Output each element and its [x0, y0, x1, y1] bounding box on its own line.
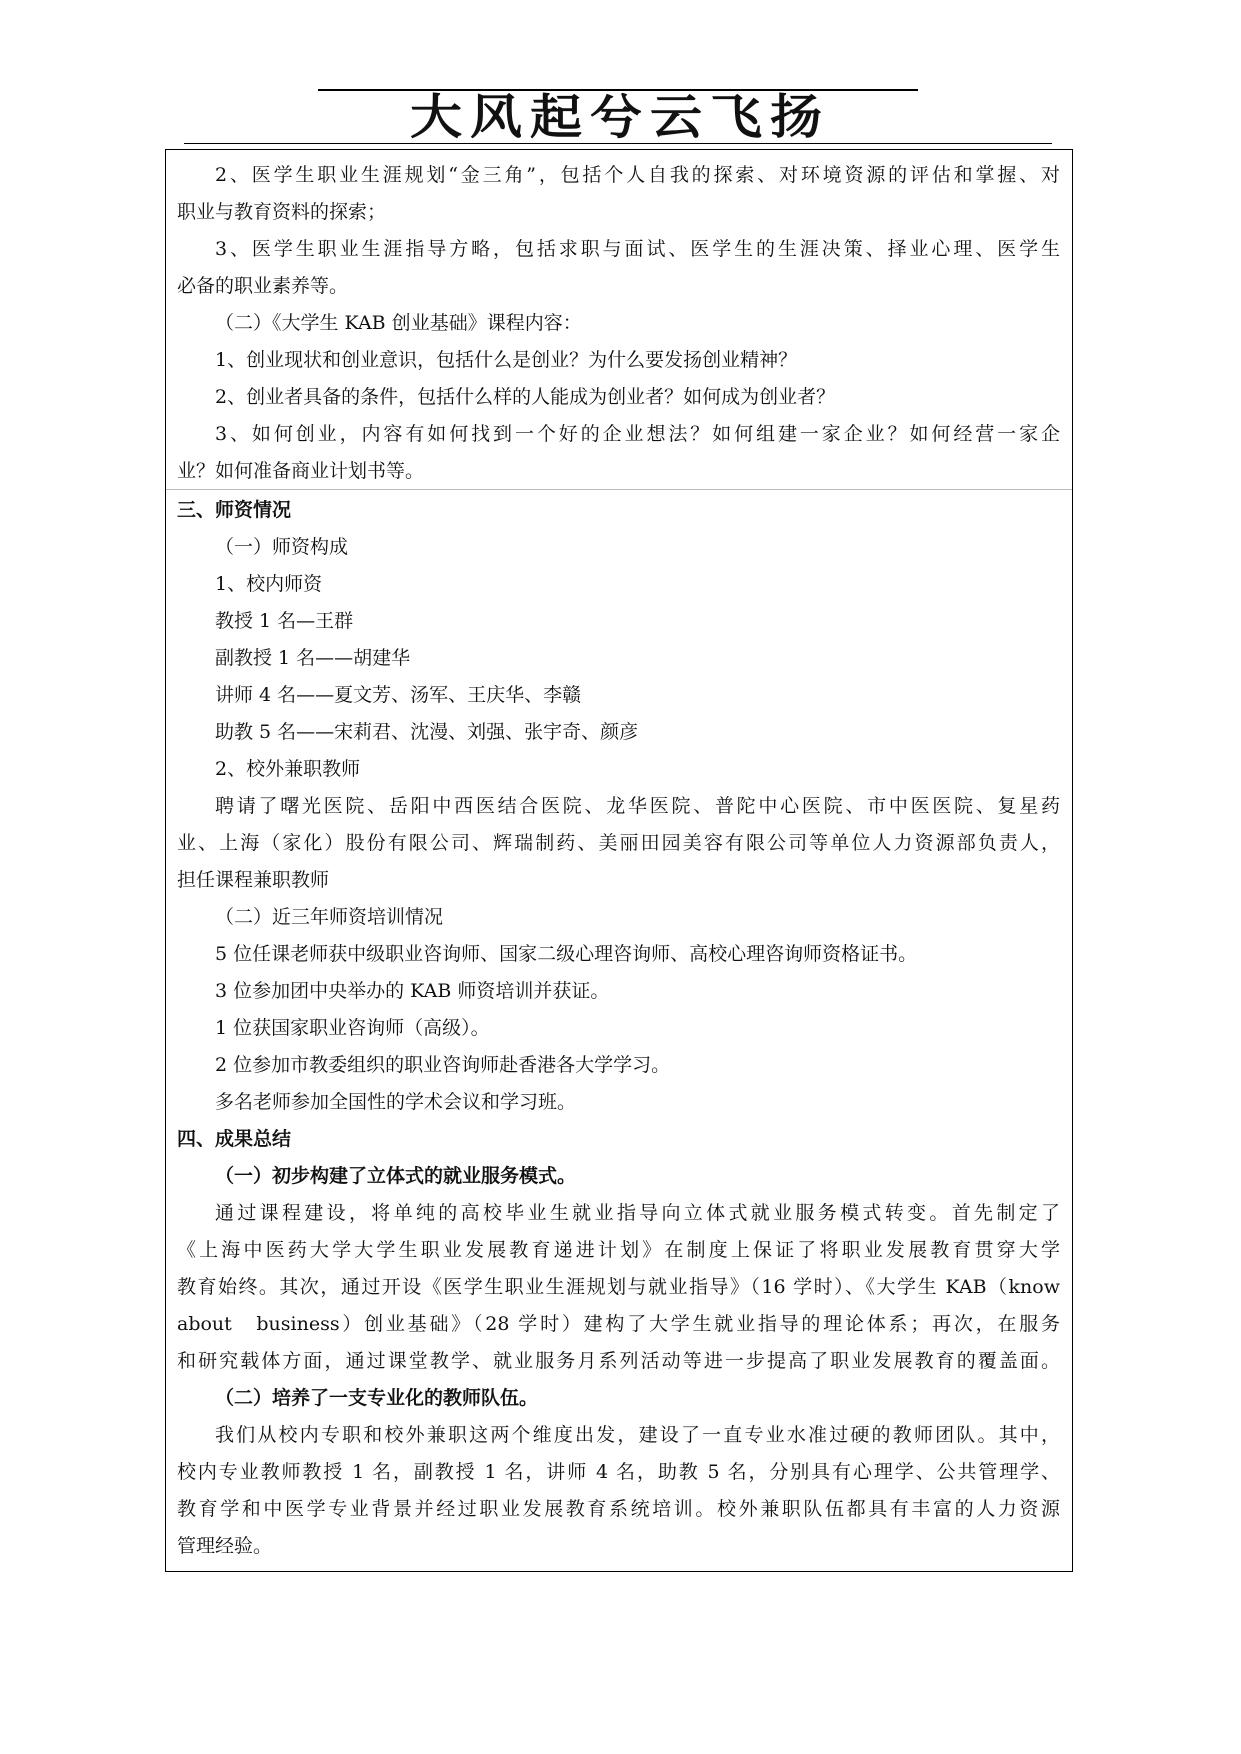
- text-line: 担任课程兼职教师: [177, 869, 330, 891]
- text-line: 必备的职业素养等。: [177, 275, 349, 297]
- text-line: 《上海中医药大学大学生职业发展教育递进计划》在制度上保证了将职业发展教育贯穿大学: [177, 1239, 1060, 1261]
- text-line: 业？如何准备商业计划书等。: [177, 460, 425, 482]
- text-line: 5 位任课老师获中级职业咨询师、国家二级心理咨询师、高校心理咨询师资格证书。: [215, 943, 918, 965]
- text-line: 1 位获国家职业咨询师（高级）。: [215, 1017, 490, 1039]
- text-line: 3、如何创业，内容有如何找到一个好的企业想法？如何组建一家企业？如何经营一家企: [215, 423, 1060, 445]
- text-line: 教育始终。其次，通过开设《医学生职业生涯规划与就业指导》（16 学时）、《大学生 KAB（know: [177, 1276, 1060, 1298]
- section-heading: 四、成果总结: [177, 1128, 292, 1150]
- text-line: （二）《大学生 KAB 创业基础》课程内容：: [215, 312, 582, 334]
- content-table-cell: [165, 149, 1073, 1572]
- subsection-heading: （一）初步构建了立体式的就业服务模式。: [215, 1165, 577, 1187]
- text-line: 讲师 4 名——夏文芳、汤军、王庆华、李赣: [215, 684, 582, 706]
- text-line: 2、医学生职业生涯规划“金三角”，包括个人自我的探索、对环境资源的评估和掌握、对: [215, 164, 1060, 186]
- text-line: 教授 1 名—王群: [215, 610, 354, 632]
- text-line: 副教授 1 名——胡建华: [215, 647, 411, 669]
- subsection-heading: （二）近三年师资培训情况: [215, 906, 444, 928]
- text-line: 2、创业者具备的条件，包括什么样的人能成为创业者？如何成为创业者？: [215, 386, 836, 408]
- text-line: 职业与教育资料的探索；: [177, 201, 387, 223]
- row-divider: [166, 489, 1072, 490]
- text-line: 和研究载体方面，通过课堂教学、就业服务月系列活动等进一步提高了职业发展教育的覆盖面。: [177, 1350, 1060, 1372]
- text-line: 业、上海（家化）股份有限公司、辉瑞制药、美丽田园美容有限公司等单位人力资源部负责人，: [177, 832, 1060, 854]
- subsection-heading: （一）师资构成: [215, 536, 349, 558]
- text-line: about business）创业基础》（28 学时）建构了大学生就业指导的理论体系；再次，在服务: [177, 1313, 1060, 1335]
- text-line: 管理经验。: [177, 1535, 273, 1557]
- text-line: 校内专业教师教授 1 名，副教授 1 名，讲师 4 名，助教 5 名，分别具有心理学、公共管理学、: [177, 1461, 1060, 1483]
- section-heading: 三、师资情况: [177, 499, 292, 521]
- header-rule-bottom: [184, 143, 1052, 144]
- text-line: 2、校外兼职教师: [215, 758, 361, 780]
- text-line: 我们从校内专职和校外兼职这两个维度出发，建设了一直专业水准过硬的教师团队。其中，: [215, 1424, 1060, 1446]
- text-line: 3、医学生职业生涯指导方略，包括求职与面试、医学生的生涯决策、择业心理、医学生: [215, 238, 1060, 260]
- text-line: 1、校内师资: [215, 573, 323, 595]
- text-line: 多名老师参加全国性的学术会议和学习班。: [215, 1091, 577, 1113]
- text-line: 通过课程建设，将单纯的高校毕业生就业指导向立体式就业服务模式转变。首先制定了: [215, 1202, 1060, 1224]
- text-line: 聘请了曙光医院、岳阳中西医结合医院、龙华医院、普陀中心医院、市中医医院、复星药: [215, 795, 1060, 817]
- subsection-heading: （二）培养了一支专业化的教师队伍。: [215, 1387, 539, 1409]
- text-line: 教育学和中医学专业背景并经过职业发展教育系统培训。校外兼职队伍都具有丰富的人力资源: [177, 1498, 1060, 1520]
- text-line: 3 位参加团中央举办的 KAB 师资培训并获证。: [215, 980, 610, 1002]
- text-line: 2 位参加市教委组织的职业咨询师赴香港各大学学习。: [215, 1054, 671, 1076]
- text-line: 助教 5 名——宋莉君、沈漫、刘强、张宇奇、颜彦: [215, 721, 639, 743]
- text-line: 1、创业现状和创业意识，包括什么是创业？为什么要发扬创业精神？: [215, 349, 798, 371]
- header-calligraphy-title: 大风起兮云飞扬: [409, 89, 830, 146]
